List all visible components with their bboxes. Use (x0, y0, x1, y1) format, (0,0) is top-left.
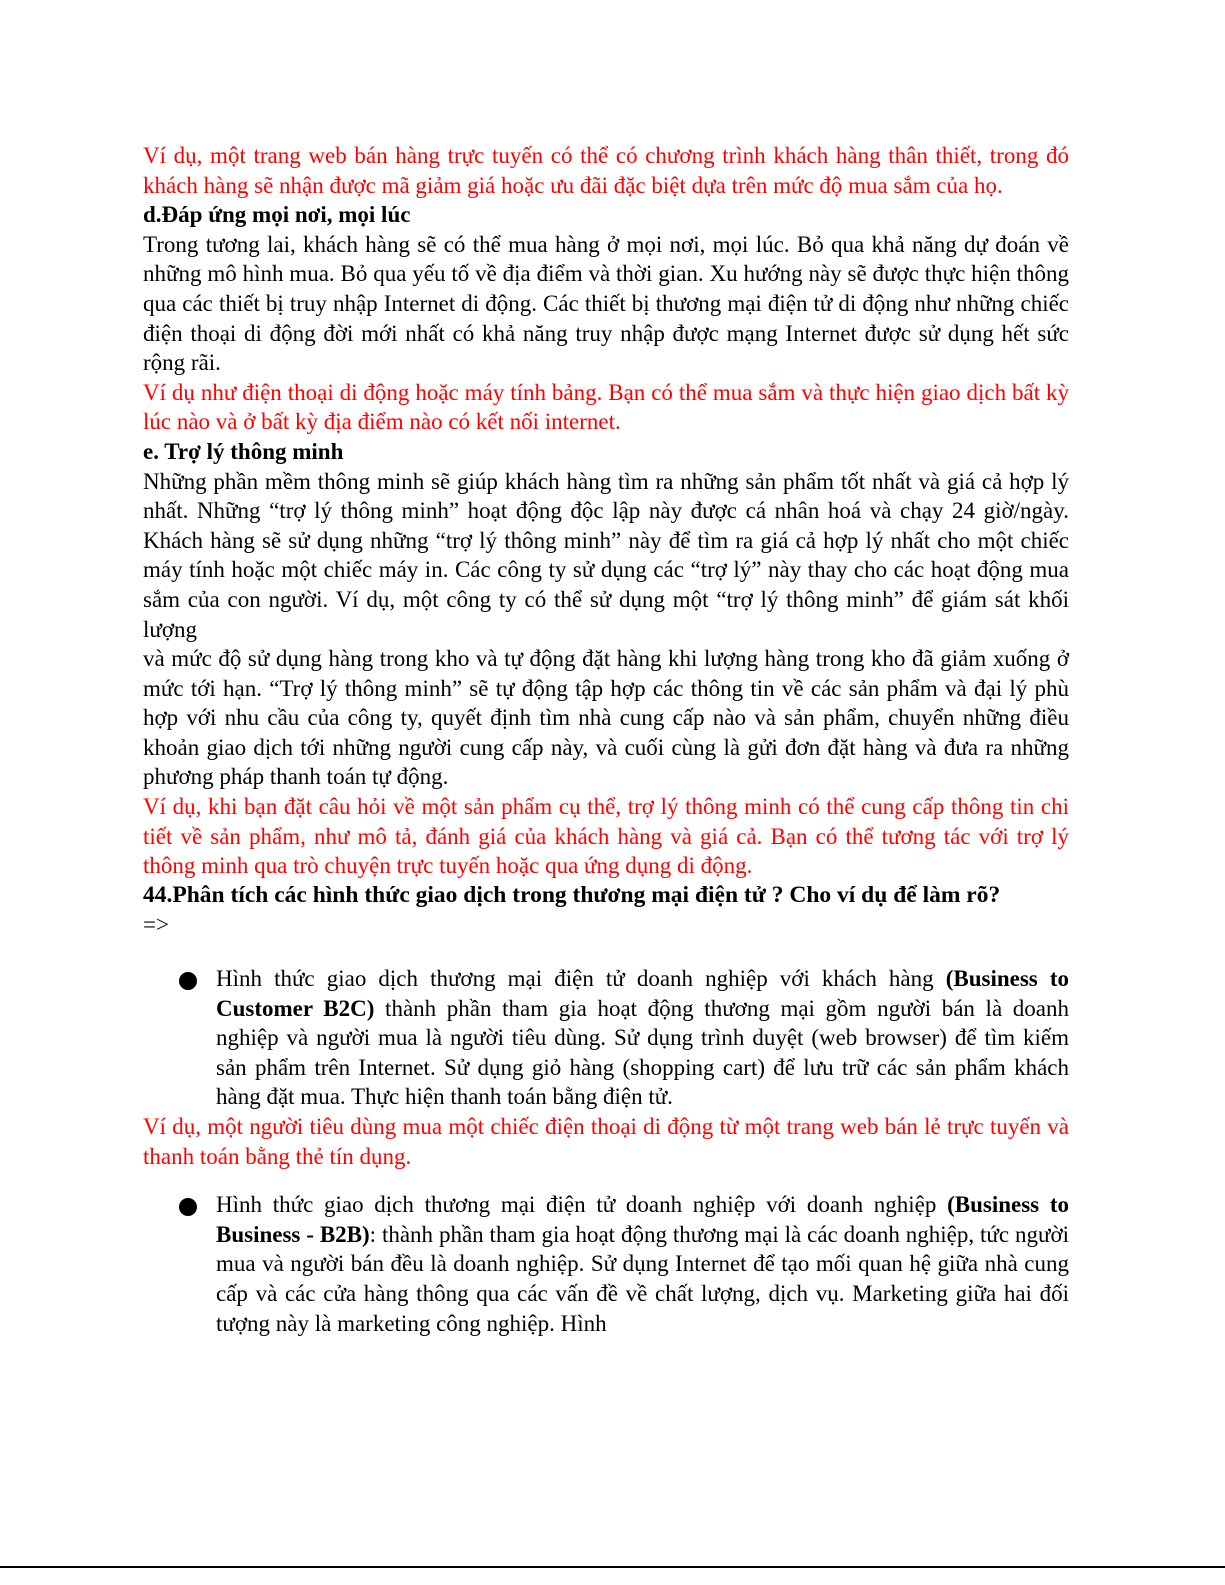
page-bottom-rule (0, 1566, 1225, 1568)
bullet-dot-icon (179, 972, 197, 990)
section-d-body: Trong tương lai, khách hàng sẽ có thể mua hàng ở mọi nơi, mọi lúc. Bỏ qua khả năng dự đoán về những mô hình mua. Bỏ qua yếu tố về địa điểm và thời gian. Xu hướng này sẽ được thực hiện thông qua các thiết bị truy nhập Internet di động. Các thiết bị thương mại điện tử di động như những chiếc điện thoại di động đời mới nhất có khả năng truy nhập được mạng Internet được sử dụng hết sức rộng rãi. (143, 231, 1069, 376)
bullet-dot-icon (179, 1198, 197, 1216)
b2c-example: Ví dụ, một người tiêu dùng mua một chiếc điện thoại di động từ một trang web bán lẻ trực tuyến và thanh toán bằng thẻ tín dụng. (143, 1114, 1069, 1169)
transaction-forms-list (143, 964, 1069, 1112)
section-e-example: Ví dụ, khi bạn đặt câu hỏi về một sản phẩm cụ thể, trợ lý thông minh có thể cung cấp thông tin chi tiết về sản phẩm, như mô tả, đánh giá của khách hàng và giá cả. Bạn có thể tương tác với trợ lý thông minh qua trò chuyện trực tuyến hoặc qua ứng dụng di động. (143, 794, 1069, 879)
section-e-body-part-1: Những phần mềm thông minh sẽ giúp khách hàng tìm ra những sản phẩm tốt nhất và giá cả hợp lý nhất. Những “trợ lý thông minh” hoạt động độc lập này được cá nhân hoá và chạy 24 giờ/ngày. Khách hàng sẽ sử dụng những “trợ lý thông minh” này để tìm ra giá cả hợp lý nhất cho một chiếc máy tính hoặc một chiếc máy in. Các công ty sử dụng các “trợ lý” này thay cho các hoạt động mua sắm của con người. Ví dụ, một công ty có thể sử dụng một “trợ lý thông minh” để giám sát khối lượng (143, 468, 1069, 642)
answer-arrow: => (143, 912, 169, 938)
b2b-description: : thành phần tham gia hoạt động thương mại là các doanh nghiệp, tức người mua và người bán đều là doanh nghiệp. Sử dụng Internet để tạo mối quan hệ giữa nhà cung cấp và các cửa hàng thông qua các vấn đề về chất lượng, dịch vụ. Marketing giữa hai đối tượng này là marketing công nghiệp. Hình (216, 1221, 1069, 1336)
bullet-b2b (143, 1190, 1069, 1338)
b2b-term: (Business to Business - B2B) (216, 1192, 1069, 1247)
example-loyalty-program: Ví dụ, một trang web bán hàng trực tuyến có thể có chương trình khách hàng thân thiết, trong đó khách hàng sẽ nhận được mã giảm giá hoặc ưu đãi đặc biệt dựa trên mức độ mua sắm của họ. (143, 143, 1069, 198)
b2c-lead-text: Hình thức giao dịch thương mại điện tử doanh nghiệp với khách hàng (216, 966, 946, 992)
section-e-body-part-2: và mức độ sử dụng hàng trong kho và tự động đặt hàng khi lượng hàng trong kho đã giảm xuống ở mức tới hạn. “Trợ lý thông minh” sẽ tự động tập hợp các thông tin về các sản phẩm và đại lý phù hợp với nhu cầu của công ty, quyết định tìm nhà cung cấp nào và sản phẩm, chuyển những điều khoản giao dịch tới những người cung cấp này, và cuối cùng là gửi đơn đặt hàng và đưa ra những phương pháp thanh toán tự động. (143, 646, 1069, 790)
bullet-b2c (143, 964, 1069, 1112)
b2c-term: (Business to Customer B2C) (216, 966, 1069, 1021)
section-e-heading: e. Trợ lý thông minh (143, 438, 344, 464)
question-44-title: 44.Phân tích các hình thức giao dịch trong thương mại điện tử ? Cho ví dụ để làm rõ? (143, 881, 1001, 908)
b2b-lead-text: Hình thức giao dịch thương mại điện tử doanh nghiệp với doanh nghiệp (216, 1192, 948, 1218)
document-page (143, 141, 1069, 1338)
b2c-description: thành phần tham gia hoạt động thương mại gồm người bán là doanh nghiệp và người mua là người tiêu dùng. Sử dụng trình duyệt (web browser) để tìm kiếm sản phẩm trên Internet. Sử dụng giỏ hàng (shopping cart) để lưu trữ các sản phẩm khách hàng đặt mua. Thực hiện thanh toán bằng điện tử. (216, 995, 1069, 1110)
section-d-heading: d.Đáp ứng mọi nơi, mọi lúc (143, 202, 411, 228)
transaction-forms-list-2 (143, 1190, 1069, 1338)
section-d-example: Ví dụ như điện thoại di động hoặc máy tính bảng. Bạn có thể mua sắm và thực hiện giao dịch bất kỳ lúc nào và ở bất kỳ địa điểm nào có kết nối internet. (143, 379, 1069, 435)
